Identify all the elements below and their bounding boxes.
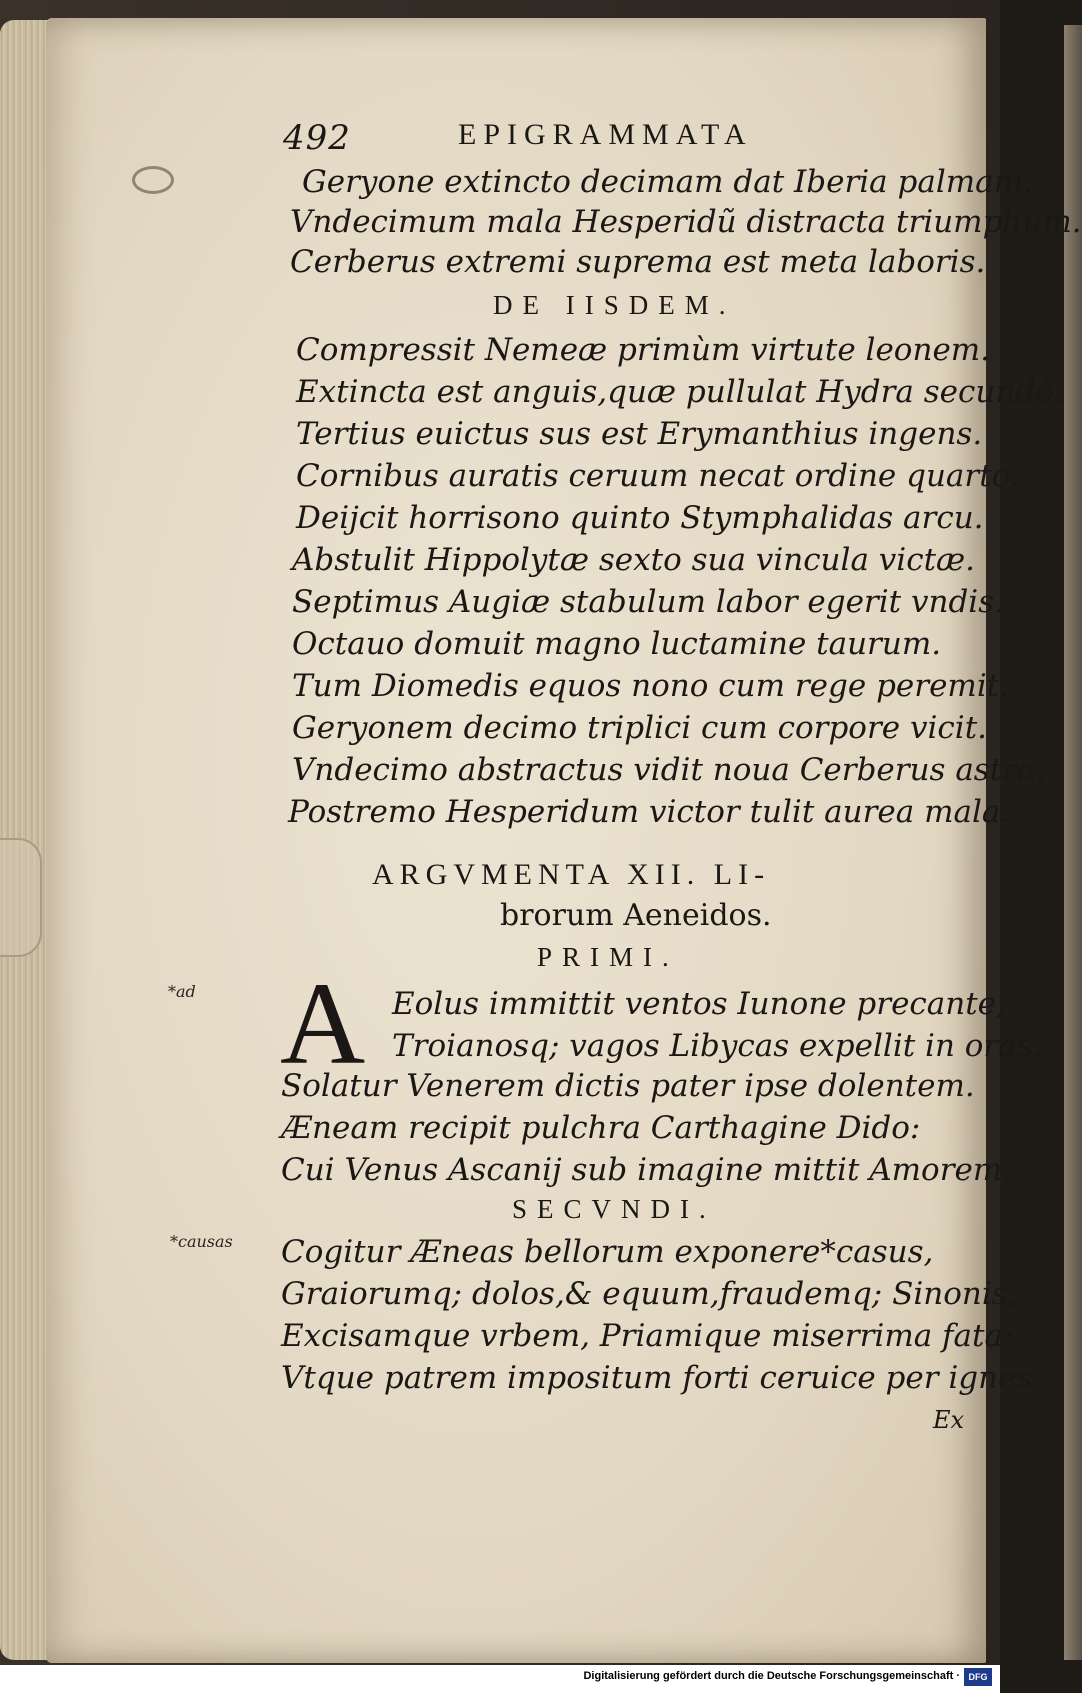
argumenta-title: ARGVMENTA XII. LI- <box>372 858 771 891</box>
verse-line: Compressit Nemeæ primùm virtute leonem. <box>296 332 991 368</box>
verse-line: Solatur Venerem dictis pater ipse dolentem. <box>281 1068 975 1104</box>
verse-line: Tum Diomedis equos nono cum rege peremit. <box>292 668 1010 704</box>
section-heading-primi: PRIMI. <box>537 942 679 972</box>
verse-line: Vndecimum mala Hesperidũ distracta triumphum. <box>290 204 1082 240</box>
verse-line: Excisamque vrbem, Priamique miserrima fata: <box>281 1318 1014 1354</box>
margin-note-ad: *ad <box>168 982 196 1001</box>
verse-line: Troianosq; vagos Libycas expellit in oras. <box>392 1028 1043 1064</box>
verse-line: Postremo Hesperidum victor tulit aurea mala. <box>288 794 1011 830</box>
argumenta-subtitle: brorum Aeneidos. <box>500 898 772 933</box>
pencil-circle-mark <box>132 166 174 194</box>
verse-line: Cui Venus Ascanij sub imagine mittit Amorem. <box>281 1152 1013 1188</box>
verse-line: Graiorumq; dolos,& equum,fraudemq; Sinonis, <box>281 1276 1018 1312</box>
verse-line: Vtque patrem impositum forti ceruice per ignes <box>281 1360 1033 1396</box>
verse-line: Eolus immittit ventos Iunone precante, <box>392 986 1006 1022</box>
verse-line: Tertius euictus sus est Erymanthius ingens. <box>296 416 983 452</box>
verse-line: Geryone extincto decimam dat Iberia palmam. <box>302 164 1033 200</box>
verse-line: Cogitur Æneas bellorum exponere*casus, <box>281 1234 934 1270</box>
section-heading-secundi: SECVNDI. <box>512 1194 716 1224</box>
verse-line: Septimus Augiæ stabulum labor egerit vndis. <box>292 584 1004 620</box>
verse-line: Æneam recipit pulchra Carthagine Dido: <box>281 1110 921 1146</box>
footer-credit: Digitalisierung gefördert durch die Deutsche Forschungsgemeinschaft · <box>583 1670 960 1682</box>
book-gutter-right <box>1064 25 1082 1660</box>
section-heading-de-iisdem: DE IISDEM. <box>493 290 736 320</box>
margin-note-causas: *causas <box>170 1232 233 1251</box>
drop-capital: A <box>280 958 366 1089</box>
verse-line: Octauo domuit magno luctamine taurum. <box>292 626 942 662</box>
verse-line: Cornibus auratis ceruum necat ordine quarto. <box>296 458 1020 494</box>
verse-line: Cerberus extremi suprema est meta laboris. <box>290 244 986 280</box>
verse-line: Geryonem decimo triplici cum corpore vicit. <box>292 710 988 746</box>
clip-mark <box>0 838 42 957</box>
verse-line: Extincta est anguis,quæ pullulat Hydra secundò. <box>296 374 1064 410</box>
dfg-logo-icon: DFG <box>964 1668 992 1686</box>
verse-line: Vndecimo abstractus vidit noua Cerberus astra. <box>292 752 1046 788</box>
running-title: EPIGRAMMATA <box>458 118 753 151</box>
footer-bar <box>0 1665 1000 1693</box>
catchword: Ex <box>933 1406 965 1434</box>
verse-line: Abstulit Hippolytæ sexto sua vincula victæ. <box>292 542 976 578</box>
verse-line: Deijcit horrisono quinto Stymphalidas arcu. <box>296 500 984 536</box>
page-number: 492 <box>283 118 351 158</box>
